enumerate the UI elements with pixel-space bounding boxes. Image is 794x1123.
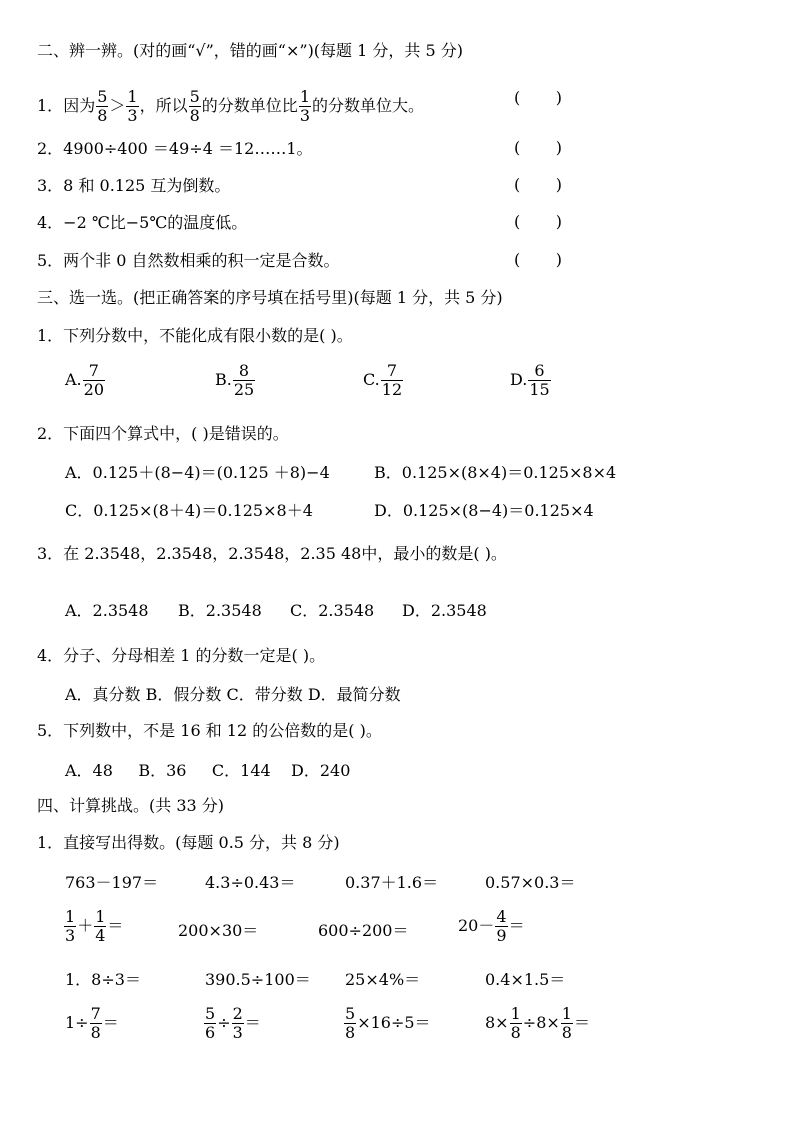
numerator: 6 [534, 361, 545, 380]
option-b[interactable] [215, 362, 256, 399]
numerator: 1 [65, 907, 76, 926]
calc-item: 0.37＋1.6＝ [345, 873, 439, 892]
equals: ＝ [244, 1013, 261, 1032]
repeating-decimal: 2.3548 [156, 544, 213, 563]
calc-text: ×16÷5＝ [357, 1013, 431, 1032]
separator: ， [284, 544, 301, 563]
numerator: 5 [97, 87, 108, 106]
calc-text: 8× [485, 1013, 509, 1032]
paren-open: ( [514, 175, 521, 194]
numerator: 1 [127, 87, 138, 106]
paren-close: ) [555, 138, 562, 157]
denominator: 8 [97, 106, 108, 125]
repeating-decimal: 2.3548 [228, 544, 285, 563]
answer-blank[interactable] [514, 212, 562, 231]
denominator: 9 [496, 926, 507, 945]
fraction [561, 1005, 573, 1042]
numerator: 1 [299, 87, 310, 106]
calc-item: 600÷200＝ [318, 921, 409, 940]
denominator: 8 [561, 1023, 572, 1042]
fraction [299, 88, 311, 125]
fraction [126, 88, 138, 125]
fraction [96, 88, 108, 125]
question-2-4: 4．−2 ℃比−5℃的温度低。 [37, 213, 248, 232]
paren-close: ) [555, 250, 562, 269]
calc-text: 20－ [458, 916, 495, 935]
option-c[interactable] [363, 362, 404, 399]
fraction [204, 1005, 216, 1042]
question-2-3: 3．8 和 0.125 互为倒数。 [37, 176, 231, 195]
section-4-title: 四、计算挑战。(共 33 分) [37, 796, 225, 815]
equals: ＝ [107, 916, 124, 935]
option-d[interactable] [510, 362, 552, 399]
options-row[interactable]: A．真分数 B．假分数 C．带分数 D．最简分数 [65, 685, 401, 704]
numerator: 5 [189, 87, 200, 106]
fraction [495, 908, 507, 945]
question-2-1 [37, 88, 424, 125]
question-text: ，所以 [139, 96, 188, 115]
numerator: 4 [496, 907, 507, 926]
numerator: 7 [90, 1004, 101, 1023]
fraction [344, 1005, 356, 1042]
option-label: A. [65, 370, 82, 389]
denominator: 3 [127, 106, 138, 125]
fraction [233, 362, 255, 399]
repeating-decimal: 2.3548 [84, 544, 141, 563]
equals: ＝ [508, 916, 525, 935]
option-b[interactable]: B．2.3548 [178, 601, 262, 620]
question-text: 的分数单位比 [201, 96, 298, 115]
question-3-1: 1．下列分数中，不能化成有限小数的是( )。 [37, 326, 353, 345]
separator: ， [140, 544, 157, 563]
denominator: 4 [95, 926, 106, 945]
option-label: B. [215, 370, 232, 389]
denominator: 8 [345, 1023, 356, 1042]
fraction [528, 362, 550, 399]
question-number: 1． [37, 96, 64, 115]
calc-item: 4.3÷0.43＝ [205, 873, 296, 892]
denominator: 25 [233, 380, 255, 399]
paren-close: ) [555, 212, 562, 231]
question-4-1: 1．直接写出得数。(每题 0.5 分，共 8 分) [37, 833, 340, 852]
denominator: 3 [232, 1023, 243, 1042]
equals: ＝ [102, 1013, 119, 1032]
option-a[interactable]: A．2.3548 [65, 601, 149, 620]
option-c[interactable]: C．2.3548 [290, 601, 375, 620]
operator: ＋ [77, 916, 94, 935]
option-a[interactable]: A．0.125＋(8−4)＝(0.125 ＋8)−4 [65, 463, 330, 482]
section-3-title: 三、选一选。(把正确答案的序号填在括号里)(每题 1 分，共 5 分) [37, 288, 503, 307]
calc-item [63, 908, 123, 945]
calc-item: 390.5÷100＝ [205, 970, 311, 989]
numerator: 1 [95, 907, 106, 926]
calc-item: 1．8÷3＝ [65, 970, 141, 989]
numerator: 5 [345, 1004, 356, 1023]
calc-item [203, 1005, 261, 1042]
calc-item [343, 1005, 431, 1042]
question-text: 3．在 [37, 544, 85, 563]
denominator: 3 [65, 926, 76, 945]
denominator: 20 [83, 380, 104, 399]
question-text: 的分数单位大。 [312, 96, 425, 115]
denominator: 8 [90, 1023, 101, 1042]
option-label: C. [363, 370, 380, 389]
paren-open: ( [514, 250, 521, 269]
question-2-5: 5．两个非 0 自然数相乘的积一定是合数。 [37, 251, 340, 270]
numerator: 1 [510, 1004, 521, 1023]
calc-text: ÷8× [522, 1013, 560, 1032]
fraction [94, 908, 106, 945]
answer-blank[interactable] [514, 88, 562, 107]
fraction [232, 1005, 244, 1042]
denominator: 15 [529, 380, 550, 399]
option-label: D. [510, 370, 528, 389]
calc-text: 1÷ [65, 1013, 89, 1032]
calc-item: 25×4%＝ [345, 970, 421, 989]
repeating-decimal: 2.35 48 [300, 544, 362, 563]
option-b[interactable]: B．0.125×(8×4)＝0.125×8×4 [374, 463, 617, 482]
fraction [510, 1005, 522, 1042]
numerator: 7 [88, 361, 99, 380]
fraction [189, 88, 201, 125]
paren-open: ( [514, 212, 521, 231]
paren-open: ( [514, 88, 521, 107]
question-text: 中，最小的数是( )。 [361, 544, 507, 563]
question-3-2: 2．下面四个算式中，( )是错误的。 [37, 424, 289, 443]
question-2-2: 2．4900÷400 ＝49÷4 ＝12……1。 [37, 139, 313, 158]
answer-blank[interactable] [514, 175, 562, 194]
denominator: 8 [189, 106, 200, 125]
fraction [90, 1005, 102, 1042]
fraction [83, 362, 105, 399]
operator: ÷ [217, 1013, 231, 1032]
separator: ， [212, 544, 229, 563]
question-3-4: 4．分子、分母相差 1 的分数一定是( )。 [37, 646, 326, 665]
numerator: 1 [561, 1004, 572, 1023]
fraction [381, 362, 403, 399]
numerator: 7 [386, 361, 398, 380]
question-3-5: 5．下列数中，不是 16 和 12 的公倍数的是( )。 [37, 721, 382, 740]
section-2-title: 二、辨一辨。(对的画“√”，错的画“×”)(每题 1 分，共 5 分) [37, 41, 463, 60]
calc-item [65, 1005, 119, 1042]
calc-item: 0.4×1.5＝ [485, 970, 566, 989]
question-text: 因为 [63, 96, 96, 115]
denominator: 3 [299, 106, 310, 125]
calc-item [458, 908, 525, 945]
calc-item: 763－197＝ [65, 873, 159, 892]
option-d[interactable]: D．2.3548 [402, 601, 487, 620]
option-d[interactable]: D．0.125×(8−4)＝0.125×4 [374, 501, 594, 520]
option-a[interactable] [65, 362, 106, 399]
numerator: 8 [238, 361, 250, 380]
calc-item: 200×30＝ [178, 921, 259, 940]
answer-blank[interactable] [514, 138, 562, 157]
answer-blank[interactable] [514, 250, 562, 269]
operator: ＞ [109, 96, 126, 115]
denominator: 12 [381, 380, 403, 399]
calc-item: 0.57×0.3＝ [485, 873, 576, 892]
numerator: 2 [232, 1004, 243, 1023]
option-c[interactable]: C．0.125×(8＋4)＝0.125×8＋4 [65, 501, 313, 520]
numerator: 5 [205, 1004, 216, 1023]
options-row[interactable]: A．48 B．36 C．144 D．240 [65, 761, 351, 780]
denominator: 8 [510, 1023, 521, 1042]
denominator: 6 [205, 1023, 216, 1042]
paren-close: ) [555, 175, 562, 194]
paren-close: ) [555, 88, 562, 107]
question-3-3 [37, 543, 507, 565]
calc-item [485, 1005, 590, 1042]
paren-open: ( [514, 138, 521, 157]
equals: ＝ [573, 1013, 590, 1032]
fraction [64, 908, 76, 945]
